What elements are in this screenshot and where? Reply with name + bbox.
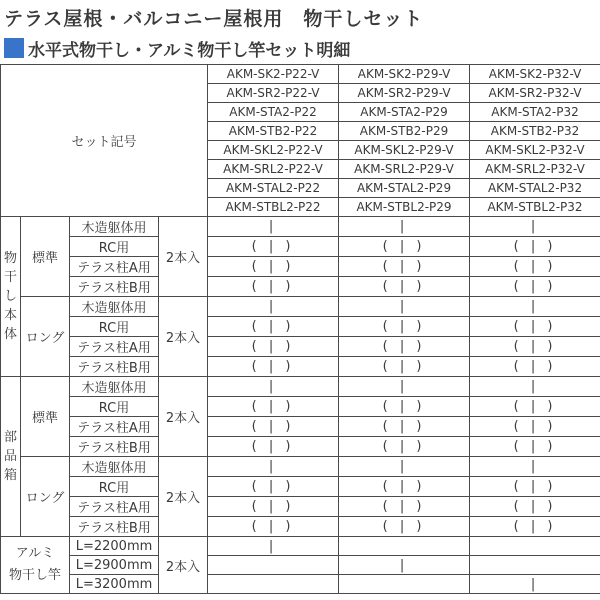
mount-label: テラス柱B用 (70, 517, 159, 537)
mark-cell: ( | ) (470, 277, 600, 297)
mark-cell: | (208, 217, 339, 237)
parts-long-row (1, 477, 600, 497)
mark-cell: ( | ) (339, 397, 470, 417)
page-title: テラス屋根・バルコニー屋根用 物干しセット (4, 8, 424, 30)
mark-cell: ( | ) (470, 497, 600, 517)
mark-cell: | (470, 217, 600, 237)
set-code-cell: AKM-STAL2-P32 (470, 179, 600, 198)
set-code-cell: AKM-STAL2-P29 (339, 179, 470, 198)
mark-cell: ( | ) (470, 477, 600, 497)
count-label: 2本入 (159, 537, 208, 594)
body-standard-row (1, 217, 600, 237)
set-code-cell: AKM-SRL2-P29-V (339, 160, 470, 179)
set-code-cell: AKM-SKL2-P32-V (470, 141, 600, 160)
mount-label: 木造躯体用 (70, 217, 159, 237)
empty-cell (339, 575, 470, 594)
mark-cell: ( | ) (470, 517, 600, 537)
body-standard-row (1, 257, 600, 277)
mark-cell: | (470, 377, 600, 397)
mark-cell: ( | ) (208, 237, 339, 257)
mark-cell: ( | ) (470, 397, 600, 417)
mark-cell: ( | ) (208, 257, 339, 277)
set-code-cell: AKM-STB2-P22 (208, 122, 339, 141)
group-label-parts: 部 品 箱 (1, 377, 21, 537)
mount-label: RC用 (70, 237, 159, 257)
set-code-cell: AKM-STBL2-P32 (470, 198, 600, 217)
set-code-cell: AKM-STAL2-P22 (208, 179, 339, 198)
mark-cell: | (339, 457, 470, 477)
pole-row (1, 556, 600, 575)
subtitle (4, 36, 350, 60)
mark-cell: | (208, 537, 339, 556)
mount-label: テラス柱B用 (70, 437, 159, 457)
mark-cell: ( | ) (339, 337, 470, 357)
parts-standard-row (1, 437, 600, 457)
pole-row (1, 537, 600, 556)
empty-cell (208, 556, 339, 575)
mount-label: テラス柱B用 (70, 357, 159, 377)
mount-label: 木造躯体用 (70, 377, 159, 397)
mark-cell: | (470, 575, 600, 594)
body-long-row (1, 317, 600, 337)
alumi-pole-label: アルミ 物干し竿 (1, 537, 70, 594)
mark-cell: ( | ) (470, 437, 600, 457)
parts-standard-row (1, 377, 600, 397)
mount-label: RC用 (70, 317, 159, 337)
set-code-cell: AKM-STA2-P29 (339, 103, 470, 122)
set-code-cell: AKM-SKL2-P29-V (339, 141, 470, 160)
mark-cell: ( | ) (208, 477, 339, 497)
mark-cell: ( | ) (208, 277, 339, 297)
mark-cell: | (208, 457, 339, 477)
set-code-cell: AKM-SR2-P32-V (470, 84, 600, 103)
mount-label: テラス柱A用 (70, 417, 159, 437)
set-code-cell: AKM-STBL2-P22 (208, 198, 339, 217)
mark-cell: ( | ) (339, 517, 470, 537)
empty-cell (208, 575, 339, 594)
mark-cell: ( | ) (339, 357, 470, 377)
parts-long-row (1, 517, 600, 537)
count-label: 2本入 (159, 377, 208, 457)
mark-cell: | (339, 556, 470, 575)
mark-cell: ( | ) (470, 237, 600, 257)
mark-cell: ( | ) (208, 437, 339, 457)
mark-cell: | (470, 457, 600, 477)
mark-cell: ( | ) (339, 437, 470, 457)
empty-cell (470, 537, 600, 556)
parts-long-row (1, 497, 600, 517)
spec-table (0, 64, 600, 594)
mark-cell: ( | ) (208, 317, 339, 337)
mark-cell: ( | ) (470, 357, 600, 377)
mount-label: テラス柱A用 (70, 257, 159, 277)
set-code-cell: AKM-SRL2-P32-V (470, 160, 600, 179)
count-label: 2本入 (159, 457, 208, 537)
set-code-cell: AKM-SRL2-P22-V (208, 160, 339, 179)
count-label: 2本入 (159, 217, 208, 297)
set-code-cell: AKM-STB2-P32 (470, 122, 600, 141)
mount-label: テラス柱B用 (70, 277, 159, 297)
set-code-row (1, 65, 600, 84)
mark-cell: | (339, 217, 470, 237)
parts-standard-row (1, 417, 600, 437)
mark-cell: ( | ) (339, 257, 470, 277)
body-standard-row (1, 277, 600, 297)
mount-label: RC用 (70, 477, 159, 497)
mark-cell: | (208, 377, 339, 397)
body-long-row (1, 337, 600, 357)
mark-cell: ( | ) (339, 317, 470, 337)
mount-label: 木造躯体用 (70, 457, 159, 477)
mark-cell: | (470, 297, 600, 317)
set-code-cell: AKM-SKL2-P22-V (208, 141, 339, 160)
set-code-cell: AKM-STB2-P29 (339, 122, 470, 141)
parts-standard-row (1, 397, 600, 417)
blue-square-icon (4, 38, 24, 58)
body-long-row (1, 357, 600, 377)
mark-cell: | (339, 377, 470, 397)
mark-cell: ( | ) (208, 517, 339, 537)
set-code-cell: AKM-SK2-P22-V (208, 65, 339, 84)
mark-cell: ( | ) (339, 417, 470, 437)
set-code-cell: AKM-STA2-P32 (470, 103, 600, 122)
length-label: L=3200mm (70, 575, 159, 594)
length-label: L=2900mm (70, 556, 159, 575)
mark-cell: | (339, 297, 470, 317)
empty-cell (339, 537, 470, 556)
mark-cell: | (208, 297, 339, 317)
mark-cell: ( | ) (470, 317, 600, 337)
set-code-cell: AKM-STA2-P22 (208, 103, 339, 122)
length-label: L=2200mm (70, 537, 159, 556)
set-code-cell: AKM-SR2-P29-V (339, 84, 470, 103)
mark-cell: ( | ) (470, 337, 600, 357)
mark-cell: ( | ) (339, 497, 470, 517)
set-code-cell: AKM-SK2-P29-V (339, 65, 470, 84)
pole-row (1, 575, 600, 594)
sub-label-long: ロング (21, 457, 70, 537)
count-label: 2本入 (159, 297, 208, 377)
mark-cell: ( | ) (208, 497, 339, 517)
body-long-row (1, 297, 600, 317)
mount-label: テラス柱A用 (70, 497, 159, 517)
mark-cell: ( | ) (208, 397, 339, 417)
set-code-label: セット記号 (1, 65, 208, 217)
mark-cell: ( | ) (339, 277, 470, 297)
parts-long-row (1, 457, 600, 477)
mark-cell: ( | ) (208, 357, 339, 377)
sub-label-standard: 標準 (21, 217, 70, 297)
mount-label: テラス柱A用 (70, 337, 159, 357)
mark-cell: ( | ) (208, 417, 339, 437)
body-standard-row (1, 237, 600, 257)
group-label-body: 物 干 し 本 体 (1, 217, 21, 377)
mark-cell: ( | ) (208, 337, 339, 357)
empty-cell (470, 556, 600, 575)
sub-label-standard: 標準 (21, 377, 70, 457)
set-code-cell: AKM-SK2-P32-V (470, 65, 600, 84)
sub-label-long: ロング (21, 297, 70, 377)
set-code-cell: AKM-STBL2-P29 (339, 198, 470, 217)
set-code-cell: AKM-SR2-P22-V (208, 84, 339, 103)
subtitle-text: 水平式物干し・アルミ物干し竿セット明細 (28, 40, 351, 61)
mark-cell: ( | ) (470, 417, 600, 437)
mount-label: 木造躯体用 (70, 297, 159, 317)
mark-cell: ( | ) (470, 257, 600, 277)
mark-cell: ( | ) (339, 477, 470, 497)
mount-label: RC用 (70, 397, 159, 417)
mark-cell: ( | ) (339, 237, 470, 257)
